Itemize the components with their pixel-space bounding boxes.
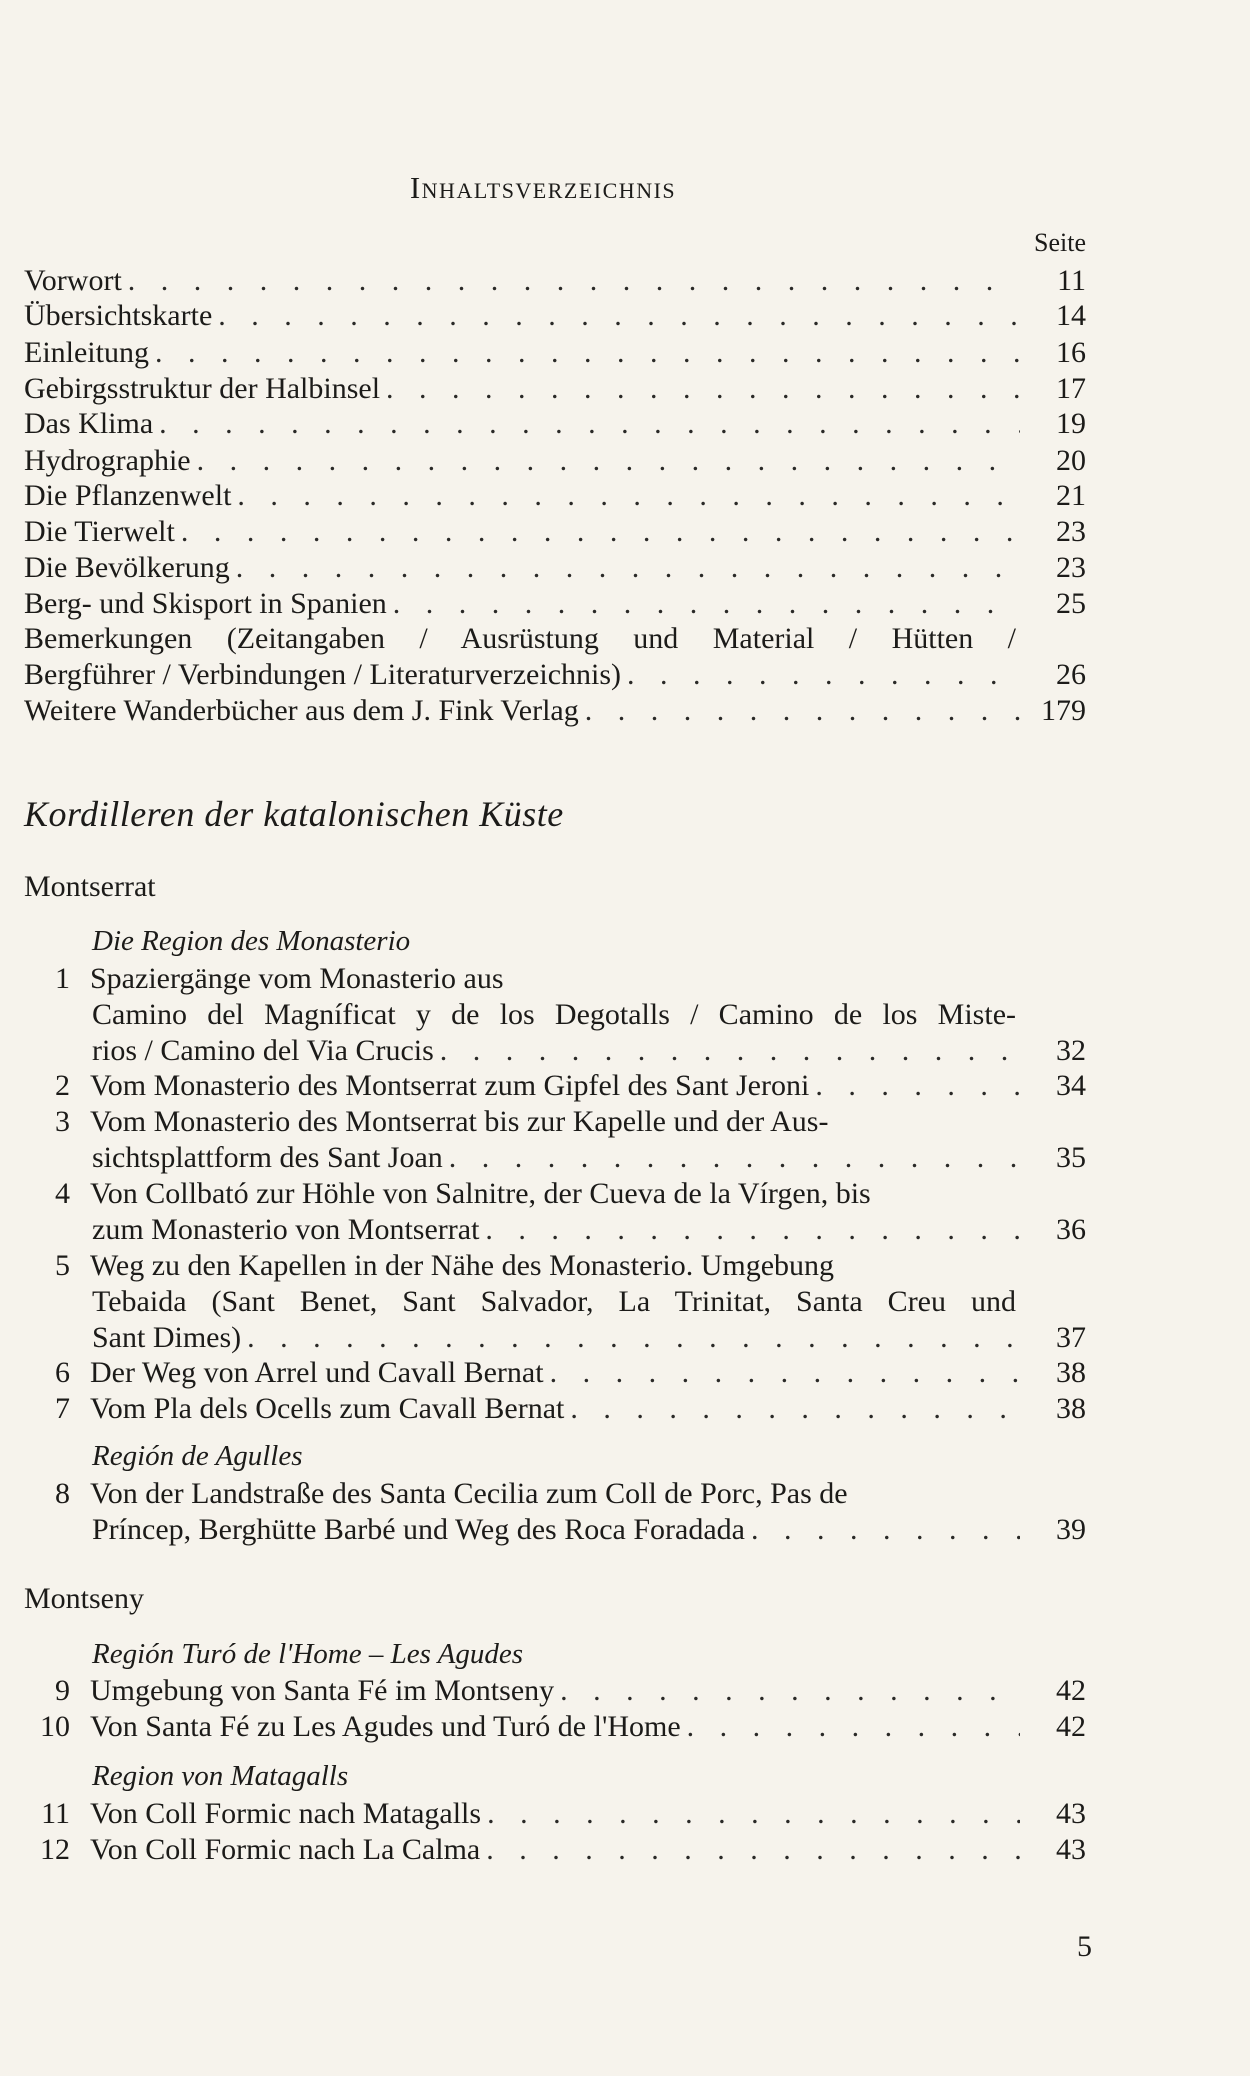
- leader-dots: [159, 407, 1020, 441]
- entry-title: Die Bevölkerung: [24, 551, 230, 584]
- leader-dots: [440, 1034, 1020, 1068]
- route-number: 12: [40, 1833, 70, 1866]
- route-title: Von Coll Formic nach La Calma: [90, 1833, 481, 1866]
- route-page: 42: [1056, 1710, 1086, 1743]
- entry-title: Gebirgsstruktur der Halbinsel: [24, 372, 381, 405]
- route-number: 6: [55, 1356, 70, 1389]
- route-title: Von der Landstraße des Santa Cecilia zum Coll de Porc, Pas de: [90, 1477, 848, 1510]
- route-title: Príncep, Berghütte Barbé und Weg des Roca Foradada: [92, 1513, 745, 1546]
- route-title: Von Coll Formic nach Matagalls: [90, 1797, 482, 1830]
- route-2: [24, 1069, 1086, 1103]
- route-4-line1: [24, 1177, 1086, 1211]
- leader-dots: [560, 1674, 1020, 1708]
- route-number: 4: [55, 1177, 70, 1210]
- entry-title: Einleitung: [24, 336, 149, 369]
- leader-dots: [485, 1213, 1020, 1247]
- route-1-line2: Camino del Magníficat y de los Degotalls / Camino de los Miste-: [92, 998, 1016, 1031]
- route-title: Von Santa Fé zu Les Agudes und Turó de l'Home: [90, 1710, 681, 1743]
- route-title: Umgebung von Santa Fé im Montseny: [90, 1674, 555, 1707]
- route-title: Sant Dimes): [92, 1321, 242, 1354]
- route-page: 36: [1056, 1213, 1086, 1246]
- entry-page: 21: [1056, 479, 1086, 512]
- route-3-line2: [92, 1141, 1086, 1175]
- route-page: 34: [1056, 1069, 1086, 1102]
- subregion-matagalls: Region von Matagalls: [92, 1760, 349, 1792]
- leader-dots: [751, 1513, 1020, 1547]
- route-1-line3: [92, 1034, 1086, 1068]
- route-title: Spaziergänge vom Monasterio aus: [90, 962, 504, 995]
- leader-dots: [128, 264, 1020, 298]
- entry-page: 20: [1056, 444, 1086, 477]
- route-title: Vom Pla dels Ocells zum Cavall Bernat: [90, 1392, 565, 1425]
- subregion-agulles: Región de Agulles: [92, 1440, 303, 1472]
- entry-page: 14: [1056, 299, 1086, 332]
- route-5-line2: Tebaida (Sant Benet, Sant Salvador, La Trinitat, Santa Creu und: [92, 1285, 1016, 1318]
- region-montseny: Montseny: [24, 1582, 144, 1615]
- entry-title: Das Klima: [24, 407, 154, 440]
- entry-page: 26: [1056, 658, 1086, 691]
- leader-dots: [486, 1833, 1020, 1867]
- entry-page: 23: [1056, 515, 1086, 548]
- entry-title: Vorwort: [24, 264, 122, 297]
- toc-entry-bevoelkerung: [24, 551, 1086, 585]
- route-title: Vom Monasterio des Montserrat bis zur Kapelle und der Aus-: [90, 1105, 829, 1138]
- entry-page: 19: [1056, 407, 1086, 440]
- entry-page: 25: [1056, 587, 1086, 620]
- leader-dots: [393, 587, 1020, 621]
- route-5-line3: [92, 1321, 1086, 1355]
- route-page: 32: [1056, 1034, 1086, 1067]
- leader-dots: [181, 515, 1020, 549]
- leader-dots: [218, 299, 1020, 333]
- route-number: 7: [55, 1392, 70, 1425]
- leader-dots: [550, 1356, 1020, 1390]
- route-number: 3: [55, 1105, 70, 1138]
- route-4-line2: [92, 1213, 1086, 1247]
- route-number: 1: [55, 962, 70, 995]
- route-page: 37: [1056, 1321, 1086, 1354]
- toc-heading: Inhaltsverzeichnis: [409, 170, 677, 205]
- route-10: [24, 1710, 1086, 1744]
- leader-dots: [386, 372, 1020, 406]
- leader-dots: [627, 658, 1020, 692]
- route-8-line2: [92, 1513, 1086, 1547]
- route-7: [24, 1392, 1086, 1426]
- leader-dots: [197, 444, 1020, 478]
- route-title: Von Collbató zur Höhle von Salnitre, der Cueva de la Vírgen, bis: [90, 1177, 871, 1210]
- leader-dots: [815, 1069, 1020, 1103]
- toc-entry-klima: [24, 407, 1086, 441]
- route-12: [24, 1833, 1086, 1867]
- section-title: Kordilleren der katalonischen Küste: [24, 794, 564, 834]
- entry-page: 11: [1057, 264, 1086, 297]
- route-3-line1: [24, 1105, 1086, 1139]
- entry-page: 23: [1056, 551, 1086, 584]
- route-8-line1: [24, 1477, 1086, 1511]
- route-number: 2: [55, 1069, 70, 1102]
- route-title: zum Monasterio von Montserrat: [92, 1213, 480, 1246]
- region-montserrat: Montserrat: [24, 870, 156, 903]
- leader-dots: [237, 479, 1020, 513]
- route-page: 38: [1056, 1356, 1086, 1389]
- entry-title: Übersichtskarte: [24, 299, 213, 332]
- page-number: 5: [1077, 1930, 1092, 1963]
- route-number: 10: [40, 1710, 70, 1743]
- route-number: 11: [41, 1797, 70, 1830]
- entry-title: Die Pflanzenwelt: [24, 479, 232, 512]
- route-number: 8: [55, 1477, 70, 1510]
- toc-entry-hydrographie: [24, 444, 1086, 478]
- route-9: [24, 1674, 1086, 1708]
- route-title: Vom Monasterio des Montserrat zum Gipfel des Sant Jeroni: [90, 1069, 810, 1102]
- route-title: sichtsplattform des Sant Joan: [92, 1141, 443, 1174]
- toc-entry-bergsport: [24, 587, 1086, 621]
- leader-dots: [247, 1321, 1020, 1355]
- route-title: Der Weg von Arrel und Cavall Bernat: [90, 1356, 544, 1389]
- route-title: Weg zu den Kapellen in der Nähe des Monasterio. Umgebung: [90, 1249, 835, 1282]
- leader-dots: [570, 1392, 1020, 1426]
- entry-title: Hydrographie: [24, 444, 191, 477]
- route-page: 43: [1056, 1797, 1086, 1830]
- entry-title: Berg- und Skisport in Spanien: [24, 587, 387, 620]
- entry-page: 16: [1056, 336, 1086, 369]
- toc-entry-pflanzenwelt: [24, 479, 1086, 513]
- entry-title: Weitere Wanderbücher aus dem J. Fink Verlag: [24, 694, 579, 727]
- route-page: 42: [1056, 1674, 1086, 1707]
- entry-title: Die Tierwelt: [24, 515, 175, 548]
- toc-entry-bemerkungen: [24, 658, 1086, 692]
- leader-dots: [449, 1141, 1020, 1175]
- route-page: 39: [1056, 1513, 1086, 1546]
- route-1-line1: [24, 962, 1086, 996]
- leader-dots: [155, 336, 1020, 370]
- route-11: [24, 1797, 1086, 1831]
- route-title: rios / Camino del Via Crucis: [92, 1034, 434, 1067]
- toc-entry-gebirgsstruktur: [24, 372, 1086, 406]
- route-number: 9: [55, 1674, 70, 1707]
- entry-page: 17: [1056, 372, 1086, 405]
- toc-entry-tierwelt: [24, 515, 1086, 549]
- entry-page: 179: [1041, 694, 1086, 727]
- toc-entry-vorwort: [24, 264, 1086, 298]
- route-number: 5: [55, 1249, 70, 1282]
- entry-title: Bergführer / Verbindungen / Literaturverzeichnis): [24, 658, 622, 691]
- toc-entry-weitere: [24, 694, 1086, 728]
- route-page: 43: [1056, 1833, 1086, 1866]
- leader-dots: [585, 694, 1020, 728]
- leader-dots: [236, 551, 1020, 585]
- route-5-line1: [24, 1249, 1086, 1283]
- route-page: 38: [1056, 1392, 1086, 1425]
- subregion-turo: Región Turó de l'Home – Les Agudes: [92, 1638, 523, 1670]
- toc-entry-bemerkungen-line1: Bemerkungen (Zeitangaben / Ausrüstung und Material / Hütten /: [24, 622, 1016, 655]
- page-column-label: Seite: [1034, 228, 1086, 257]
- leader-dots: [687, 1710, 1020, 1744]
- route-page: 35: [1056, 1141, 1086, 1174]
- toc-entry-einleitung: [24, 336, 1086, 370]
- subregion-monasterio: Die Region des Monasterio: [92, 925, 411, 957]
- route-6: [24, 1356, 1086, 1390]
- toc-entry-uebersichtskarte: [24, 299, 1086, 333]
- leader-dots: [487, 1797, 1020, 1831]
